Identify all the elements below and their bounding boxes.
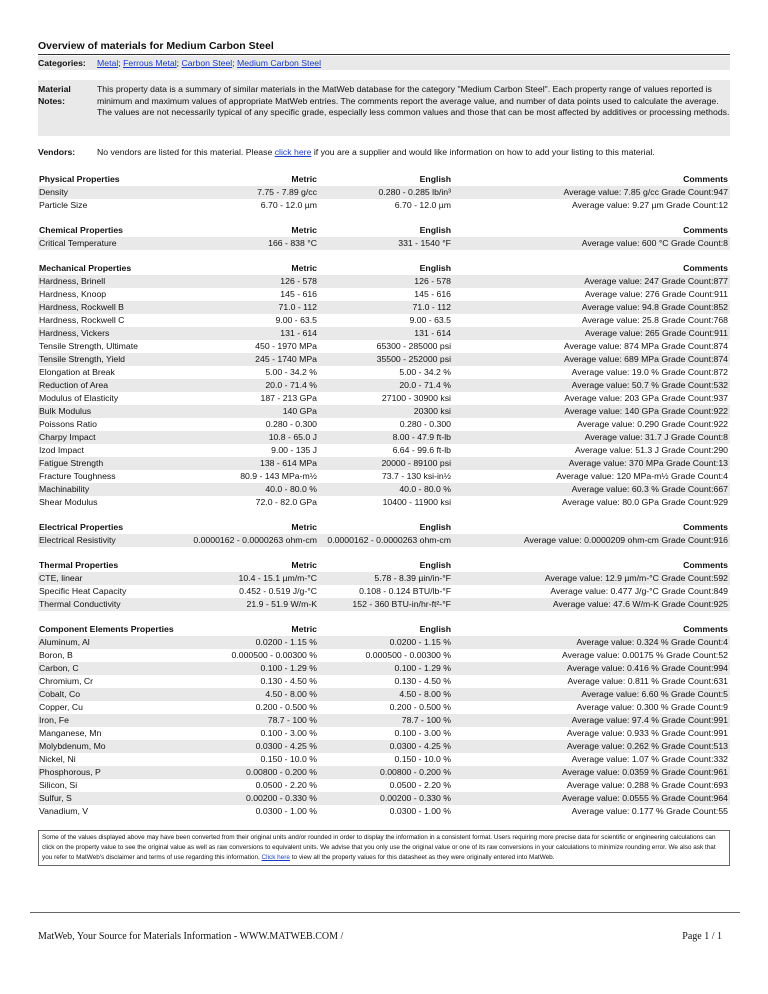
property-row-vanadium-v xyxy=(38,805,730,818)
vendors-text-before: No vendors are listed for this material. Please xyxy=(97,147,275,157)
english-value[interactable]: 331 - 1540 °F xyxy=(398,238,451,248)
english-value[interactable]: 0.150 - 10.0 % xyxy=(394,754,451,764)
material-notes-row xyxy=(38,80,730,136)
property-row-cobalt-co xyxy=(38,688,730,701)
metric-value[interactable]: 21.9 - 51.9 W/m-K xyxy=(246,599,317,609)
property-row-electrical-resistivity xyxy=(38,534,730,547)
page-number: Page 1 / 1 xyxy=(682,931,722,942)
english-value[interactable]: 10400 - 11900 ksi xyxy=(382,497,451,507)
vendors-text xyxy=(97,146,730,159)
material-notes-text: This property data is a summary of similar materials in the MatWeb database for the category "Medium Carbon Steel". Each property range of values reported is minimum and maximum values of appropriate MatWeb entries. The comments report the average value, and number of data points used to calculate the average. The values are not necessarily typical of any specific grade, especially less common values and those that can be most affected by additives or processing methods. xyxy=(97,84,730,118)
metric-value[interactable]: 0.0500 - 2.20 % xyxy=(255,780,317,790)
comments-value: Average value: 0.811 % Grade Count:631 xyxy=(567,676,728,686)
comments-value: Average value: 120 MPa-m½ Grade Count:4 xyxy=(556,471,728,481)
property-name: Fatigue Strength xyxy=(39,458,104,468)
property-name: Nickel, Ni xyxy=(39,754,76,764)
property-name: Carbon, C xyxy=(39,663,79,673)
property-name: Hardness, Brinell xyxy=(39,276,106,286)
component-elements-properties-section xyxy=(38,623,730,818)
property-row-molybdenum-mo xyxy=(38,740,730,753)
property-name: Charpy Impact xyxy=(39,432,96,442)
metric-value[interactable]: 9.00 - 135 J xyxy=(271,445,317,455)
vendors-text-after: if you are a supplier and would like information on how to add your listing to this material. xyxy=(311,147,655,157)
comments-value: Average value: 7.85 g/cc Grade Count:947 xyxy=(563,187,728,197)
english-value[interactable]: 9.00 - 63.5 xyxy=(409,315,451,325)
english-value[interactable]: 40.0 - 80.0 % xyxy=(399,484,451,494)
english-column-header: English xyxy=(419,225,451,235)
property-row-cte-linear xyxy=(38,572,730,585)
english-value[interactable]: 0.000500 - 0.00300 % xyxy=(365,650,451,660)
comments-value: Average value: 0.0555 % Grade Count:964 xyxy=(562,793,728,803)
metric-value[interactable]: 0.150 - 10.0 % xyxy=(260,754,317,764)
comments-value: Average value: 12.9 µm/m-°C Grade Count:592 xyxy=(544,573,728,583)
property-row-specific-heat-capacity xyxy=(38,585,730,598)
section-header-row xyxy=(38,262,730,275)
comments-value: Average value: 0.00175 % Grade Count:52 xyxy=(562,650,728,660)
comments-value: Average value: 6.60 % Grade Count:5 xyxy=(581,689,728,699)
metric-value[interactable]: 0.0300 - 4.25 % xyxy=(255,741,317,751)
units-disclaimer-box xyxy=(38,830,730,866)
english-value[interactable]: 0.00200 - 0.330 % xyxy=(379,793,451,803)
metric-value[interactable]: 10.4 - 15.1 µm/m-°C xyxy=(238,573,317,583)
comments-value: Average value: 94.8 Grade Count:852 xyxy=(581,302,728,312)
english-value[interactable]: 5.78 - 8.39 µin/in-°F xyxy=(374,573,451,583)
english-value[interactable]: 4.50 - 8.00 % xyxy=(399,689,451,699)
section-title: Physical Properties xyxy=(39,174,120,184)
section-title: Thermal Properties xyxy=(39,560,119,570)
comments-value: Average value: 370 MPa Grade Count:13 xyxy=(568,458,728,468)
metric-value[interactable]: 126 - 578 xyxy=(280,276,317,286)
property-row-particle-size xyxy=(38,199,730,212)
category-link-carbon-steel[interactable]: Carbon Steel xyxy=(181,58,233,68)
section-header-row xyxy=(38,623,730,636)
property-name: Boron, B xyxy=(39,650,73,660)
comments-value: Average value: 19.0 % Grade Count:872 xyxy=(571,367,728,377)
property-row-poissons-ratio xyxy=(38,418,730,431)
comments-value: Average value: 0.288 % Grade Count:693 xyxy=(566,780,728,790)
property-row-carbon-c xyxy=(38,662,730,675)
property-row-shear-modulus xyxy=(38,496,730,509)
english-value[interactable]: 73.7 - 130 ksi-in½ xyxy=(381,471,451,481)
metric-value[interactable]: 20.0 - 71.4 % xyxy=(265,380,317,390)
english-value[interactable]: 152 - 360 BTU-in/hr-ft²-°F xyxy=(352,599,451,609)
property-row-copper-cu xyxy=(38,701,730,714)
category-link-metal[interactable]: Metal xyxy=(97,58,119,68)
metric-value[interactable]: 4.50 - 8.00 % xyxy=(265,689,317,699)
english-value[interactable]: 35500 - 252000 psi xyxy=(376,354,451,364)
property-name: Machinability xyxy=(39,484,90,494)
physical-properties-section xyxy=(38,173,730,212)
property-row-reduction-of-area xyxy=(38,379,730,392)
property-row-density xyxy=(38,186,730,199)
property-name: Hardness, Rockwell B xyxy=(39,302,124,312)
english-value[interactable]: 0.0500 - 2.20 % xyxy=(389,780,451,790)
english-value[interactable]: 145 - 616 xyxy=(414,289,451,299)
english-value[interactable]: 0.280 - 0.285 lb/in³ xyxy=(378,187,451,197)
comments-value: Average value: 1.07 % Grade Count:332 xyxy=(571,754,728,764)
section-header-row xyxy=(38,559,730,572)
comments-column-header: Comments xyxy=(683,522,728,532)
metric-value[interactable]: 0.200 - 0.500 % xyxy=(255,702,317,712)
comments-value: Average value: 50.7 % Grade Count:532 xyxy=(571,380,728,390)
metric-value[interactable]: 72.0 - 82.0 GPa xyxy=(255,497,317,507)
property-name: Shear Modulus xyxy=(39,497,98,507)
metric-value[interactable]: 0.000500 - 0.00300 % xyxy=(231,650,317,660)
comments-value: Average value: 0.262 % Grade Count:513 xyxy=(566,741,728,751)
english-column-header: English xyxy=(419,560,451,570)
property-name: CTE, linear xyxy=(39,573,83,583)
metric-value[interactable]: 0.100 - 3.00 % xyxy=(260,728,317,738)
vendors-label: Vendors: xyxy=(38,147,76,157)
property-row-hardness-rockwell-b xyxy=(38,301,730,314)
metric-value[interactable]: 71.0 - 112 xyxy=(278,302,317,312)
metric-value[interactable]: 140 GPa xyxy=(282,406,317,416)
comments-value: Average value: 0.290 Grade Count:922 xyxy=(576,419,728,429)
property-name: Cobalt, Co xyxy=(39,689,81,699)
category-separator: ; xyxy=(176,58,182,68)
comments-value: Average value: 80.0 GPa Grade Count:929 xyxy=(562,497,728,507)
property-name: Hardness, Knoop xyxy=(39,289,107,299)
metric-value[interactable]: 450 - 1970 MPa xyxy=(255,341,317,351)
english-value[interactable]: 0.0300 - 4.25 % xyxy=(389,741,451,751)
comments-value: Average value: 0.300 % Grade Count:9 xyxy=(576,702,728,712)
property-name: Density xyxy=(39,187,68,197)
comments-value: Average value: 97.4 % Grade Count:991 xyxy=(571,715,728,725)
property-name: Tensile Strength, Ultimate xyxy=(39,341,138,351)
chemical-properties-section xyxy=(38,224,730,250)
metric-column-header: Metric xyxy=(291,624,317,634)
metric-value[interactable]: 138 - 614 MPa xyxy=(260,458,317,468)
english-column-header: English xyxy=(419,174,451,184)
property-name: Specific Heat Capacity xyxy=(39,586,127,596)
property-row-charpy-impact xyxy=(38,431,730,444)
comments-column-header: Comments xyxy=(683,624,728,634)
metric-value[interactable]: 10.8 - 65.0 J xyxy=(268,432,317,442)
comments-value: Average value: 0.477 J/g-°C Grade Count:849 xyxy=(550,586,728,596)
comments-value: Average value: 203 GPa Grade Count:937 xyxy=(564,393,728,403)
metric-value[interactable]: 6.70 - 12.0 µm xyxy=(260,200,317,210)
property-row-hardness-knoop xyxy=(38,288,730,301)
property-row-phosphorous-p xyxy=(38,766,730,779)
metric-value[interactable]: 9.00 - 63.5 xyxy=(275,315,317,325)
categories-label: Categories: xyxy=(38,58,86,68)
material-notes-label: Material Notes: xyxy=(38,84,71,106)
title-divider xyxy=(38,54,730,55)
property-row-aluminum-al xyxy=(38,636,730,649)
metric-value[interactable]: 0.0300 - 1.00 % xyxy=(255,806,317,816)
metric-column-header: Metric xyxy=(291,174,317,184)
metric-column-header: Metric xyxy=(291,560,317,570)
property-row-critical-temperature xyxy=(38,237,730,250)
property-row-sulfur-s xyxy=(38,792,730,805)
section-title: Mechanical Properties xyxy=(39,263,132,273)
english-value[interactable]: 0.0000162 - 0.0000263 ohm-cm xyxy=(327,535,451,545)
property-row-modulus-of-elasticity xyxy=(38,392,730,405)
comments-value: Average value: 0.324 % Grade Count:4 xyxy=(576,637,728,647)
property-row-fatigue-strength xyxy=(38,457,730,470)
english-column-header: English xyxy=(419,624,451,634)
comments-value: Average value: 60.3 % Grade Count:667 xyxy=(571,484,728,494)
english-value[interactable]: 0.130 - 4.50 % xyxy=(394,676,451,686)
comments-value: Average value: 140 GPa Grade Count:922 xyxy=(564,406,728,416)
footer-source-text: MatWeb, Your Source for Materials Information - WWW.MATWEB.COM / xyxy=(38,931,344,942)
property-row-boron-b xyxy=(38,649,730,662)
section-title: Component Elements Properties xyxy=(39,624,174,634)
comments-value: Average value: 31.7 J Grade Count:8 xyxy=(584,432,728,442)
comments-value: Average value: 9.27 µm Grade Count:12 xyxy=(571,200,728,210)
english-column-header: English xyxy=(419,522,451,532)
section-header-row xyxy=(38,224,730,237)
property-row-fracture-toughness xyxy=(38,470,730,483)
metric-value[interactable]: 0.452 - 0.519 J/g-°C xyxy=(239,586,317,596)
english-value[interactable]: 0.100 - 3.00 % xyxy=(394,728,451,738)
metric-value[interactable]: 0.280 - 0.300 xyxy=(265,419,317,429)
metric-value[interactable]: 187 - 213 GPa xyxy=(260,393,317,403)
property-row-nickel-ni xyxy=(38,753,730,766)
metric-column-header: Metric xyxy=(291,263,317,273)
property-name: Thermal Conductivity xyxy=(39,599,121,609)
english-value[interactable]: 27100 - 30900 ksi xyxy=(381,393,451,403)
comments-value: Average value: 0.0359 % Grade Count:961 xyxy=(562,767,728,777)
comments-column-header: Comments xyxy=(683,263,728,273)
english-value[interactable]: 0.200 - 0.500 % xyxy=(389,702,451,712)
property-name: Bulk Modulus xyxy=(39,406,92,416)
property-name: Molybdenum, Mo xyxy=(39,741,106,751)
property-name: Particle Size xyxy=(39,200,88,210)
property-name: Chromium, Cr xyxy=(39,676,94,686)
property-name: Hardness, Vickers xyxy=(39,328,110,338)
property-name: Reduction of Area xyxy=(39,380,109,390)
property-name: Hardness, Rockwell C xyxy=(39,315,125,325)
english-column-header: English xyxy=(419,263,451,273)
metric-value[interactable]: 40.0 - 80.0 % xyxy=(265,484,317,494)
english-value[interactable]: 0.0300 - 1.00 % xyxy=(389,806,451,816)
english-value[interactable]: 0.0200 - 1.15 % xyxy=(389,637,451,647)
comments-column-header: Comments xyxy=(683,174,728,184)
english-value[interactable]: 5.00 - 34.2 % xyxy=(399,367,451,377)
english-value[interactable]: 6.70 - 12.0 µm xyxy=(394,200,451,210)
metric-column-header: Metric xyxy=(291,522,317,532)
section-title: Electrical Properties xyxy=(39,522,124,532)
property-name: Phosphorous, P xyxy=(39,767,101,777)
metric-value[interactable]: 166 - 838 °C xyxy=(268,238,317,248)
metric-value[interactable]: 80.9 - 143 MPa-m½ xyxy=(240,471,317,481)
disclaimer-text-before: Some of the values displayed above may have been converted from their original units and/or rounded in order to display the information in a consistent format. Users requiring more precise data for scientific or engineering calculations can click on the property value to see the original value as well as raw conversions to equivalent units. We advise that you only use the original value or one of its raw conversions in your calculations to minimize rounding error. We also ask that you refer to MatWeb's disclaimer and terms of use regarding this information. xyxy=(42,834,716,861)
comments-column-header: Comments xyxy=(683,225,728,235)
english-value[interactable]: 6.64 - 99.6 ft-lb xyxy=(392,445,451,455)
comments-value: Average value: 247 Grade Count:877 xyxy=(584,276,728,286)
section-header-row xyxy=(38,173,730,186)
property-row-tensile-strength-yield xyxy=(38,353,730,366)
comments-value: Average value: 600 °C Grade Count:8 xyxy=(581,238,728,248)
property-row-silicon-si xyxy=(38,779,730,792)
comments-value: Average value: 51.3 J Grade Count:290 xyxy=(575,445,728,455)
comments-value: Average value: 0.933 % Grade Count:991 xyxy=(566,728,728,738)
metric-value[interactable]: 0.130 - 4.50 % xyxy=(260,676,317,686)
english-value[interactable]: 78.7 - 100 % xyxy=(401,715,451,725)
english-value[interactable]: 71.0 - 112 xyxy=(412,302,451,312)
property-name: Aluminum, Al xyxy=(39,637,90,647)
thermal-properties-section xyxy=(38,559,730,611)
property-row-manganese-mn xyxy=(38,727,730,740)
categories-row xyxy=(38,56,730,70)
page-title: Overview of materials for Medium Carbon Steel xyxy=(38,40,274,52)
category-separator: ; xyxy=(232,58,238,68)
english-value[interactable]: 131 - 614 xyxy=(414,328,451,338)
property-name: Izod Impact xyxy=(39,445,84,455)
property-name: Silicon, Si xyxy=(39,780,78,790)
english-value[interactable]: 20300 ksi xyxy=(413,406,451,416)
english-value[interactable]: 20.0 - 71.4 % xyxy=(399,380,451,390)
metric-value[interactable]: 78.7 - 100 % xyxy=(267,715,317,725)
property-name: Electrical Resistivity xyxy=(39,535,116,545)
disclaimer-text-after: to view all the property values for this datasheet as they were originally entered into MatWeb. xyxy=(289,854,555,861)
metric-value[interactable]: 0.00800 - 0.200 % xyxy=(245,767,317,777)
categories-list xyxy=(97,56,730,70)
comments-value: Average value: 0.177 % Grade Count:55 xyxy=(571,806,728,816)
comments-value: Average value: 689 MPa Grade Count:874 xyxy=(563,354,728,364)
comments-value: Average value: 25.8 Grade Count:768 xyxy=(581,315,728,325)
property-row-elongation-at-break xyxy=(38,366,730,379)
vendors-row xyxy=(38,146,730,159)
property-name: Critical Temperature xyxy=(39,238,117,248)
property-name: Sulfur, S xyxy=(39,793,72,803)
comments-value: Average value: 47.6 W/m-K Grade Count:925 xyxy=(552,599,728,609)
property-row-chromium-cr xyxy=(38,675,730,688)
metric-value[interactable]: 0.00200 - 0.330 % xyxy=(245,793,317,803)
metric-value[interactable]: 0.100 - 1.29 % xyxy=(260,663,317,673)
property-row-machinability xyxy=(38,483,730,496)
category-separator: ; xyxy=(118,58,124,68)
property-name: Copper, Cu xyxy=(39,702,83,712)
category-link-medium-carbon-steel[interactable]: Medium Carbon Steel xyxy=(237,58,322,68)
english-value[interactable]: 65300 - 285000 psi xyxy=(376,341,451,351)
vendors-click-here-link[interactable]: click here xyxy=(274,147,312,157)
property-name: Vanadium, V xyxy=(39,806,89,816)
property-row-hardness-brinell xyxy=(38,275,730,288)
comments-value: Average value: 0.0000209 ohm-cm Grade Count:916 xyxy=(523,535,728,545)
english-value[interactable]: 0.108 - 0.124 BTU/lb-°F xyxy=(359,586,451,596)
property-name: Tensile Strength, Yield xyxy=(39,354,125,364)
property-name: Modulus of Elasticity xyxy=(39,393,119,403)
comments-value: Average value: 874 MPa Grade Count:874 xyxy=(563,341,728,351)
metric-value[interactable]: 145 - 616 xyxy=(280,289,317,299)
property-row-thermal-conductivity xyxy=(38,598,730,611)
category-link-ferrous-metal[interactable]: Ferrous Metal xyxy=(123,58,177,68)
english-value[interactable]: 126 - 578 xyxy=(414,276,451,286)
english-value[interactable]: 20000 - 89100 psi xyxy=(381,458,451,468)
english-value[interactable]: 8.00 - 47.9 ft-lb xyxy=(392,432,451,442)
property-row-iron-fe xyxy=(38,714,730,727)
comments-column-header: Comments xyxy=(683,560,728,570)
mechanical-properties-section xyxy=(38,262,730,509)
comments-value: Average value: 276 Grade Count:911 xyxy=(584,289,728,299)
property-name: Iron, Fe xyxy=(39,715,69,725)
property-name: Manganese, Mn xyxy=(39,728,102,738)
english-value[interactable]: 0.00800 - 0.200 % xyxy=(379,767,451,777)
property-row-hardness-rockwell-c xyxy=(38,314,730,327)
metric-value[interactable]: 245 - 1740 MPa xyxy=(255,354,317,364)
property-name: Elongation at Break xyxy=(39,367,115,377)
metric-value[interactable]: 5.00 - 34.2 % xyxy=(265,367,317,377)
metric-value[interactable]: 0.0200 - 1.15 % xyxy=(255,637,317,647)
property-tables xyxy=(38,173,730,830)
metric-value[interactable]: 7.75 - 7.89 g/cc xyxy=(257,187,317,197)
property-name: Fracture Toughness xyxy=(39,471,116,481)
section-title: Chemical Properties xyxy=(39,225,124,235)
electrical-properties-section xyxy=(38,521,730,547)
disclaimer-click-here-link[interactable]: Click here xyxy=(261,854,290,861)
metric-value[interactable]: 131 - 614 xyxy=(280,328,317,338)
property-row-izod-impact xyxy=(38,444,730,457)
section-header-row xyxy=(38,521,730,534)
comments-value: Average value: 0.416 % Grade Count:994 xyxy=(566,663,728,673)
property-row-hardness-vickers xyxy=(38,327,730,340)
english-value[interactable]: 0.100 - 1.29 % xyxy=(394,663,451,673)
metric-value[interactable]: 0.0000162 - 0.0000263 ohm-cm xyxy=(193,535,317,545)
comments-value: Average value: 265 Grade Count:911 xyxy=(584,328,728,338)
property-row-bulk-modulus xyxy=(38,405,730,418)
english-value[interactable]: 0.280 - 0.300 xyxy=(399,419,451,429)
metric-column-header: Metric xyxy=(291,225,317,235)
footer-divider xyxy=(30,912,740,913)
property-name: Poissons Ratio xyxy=(39,419,97,429)
property-row-tensile-strength-ultimate xyxy=(38,340,730,353)
